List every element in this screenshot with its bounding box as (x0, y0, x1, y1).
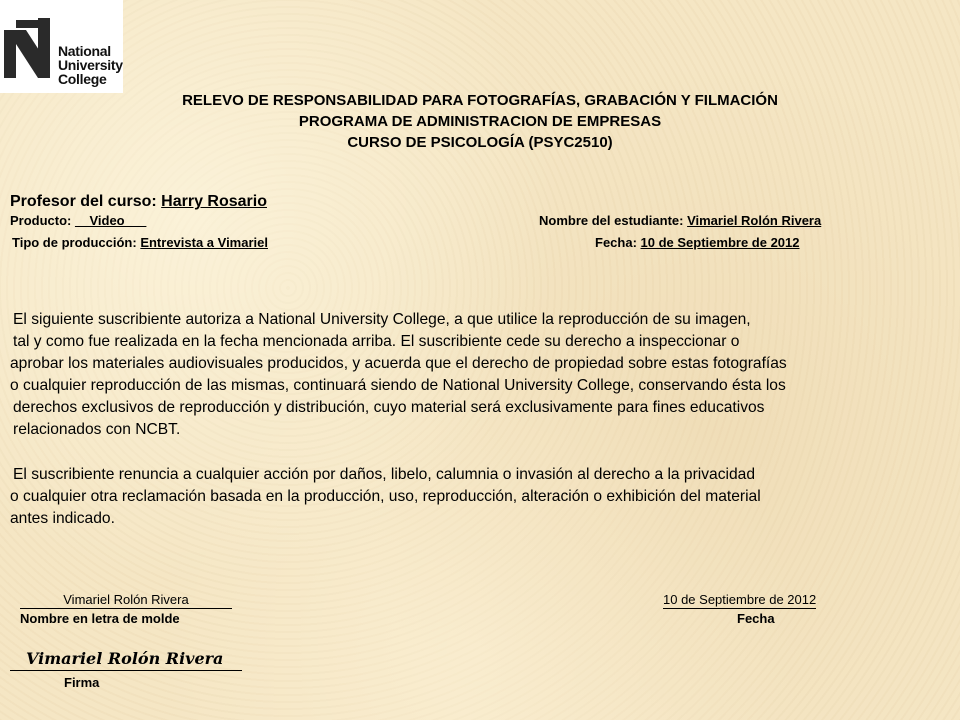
professor-row (10, 193, 267, 211)
product-label: Producto: (10, 213, 75, 228)
national-university-college-logo (0, 0, 123, 93)
signature: Vimariel Rolón Rivera (10, 648, 242, 671)
professor-value: Harry Rosario (161, 193, 267, 210)
student-label: Nombre del estudiante: (539, 213, 688, 228)
printed-name-value: Vimariel Rolón Rivera (20, 592, 232, 609)
paragraph-line: El siguiente suscribiente autoriza a National University College, a que utilice la reproducción de su imagen, (13, 311, 751, 328)
production-type-row (12, 235, 268, 250)
printed-name-label: Nombre en letra de molde (20, 611, 180, 626)
document-title: RELEVO DE RESPONSABILIDAD PARA FOTOGRAFÍAS, GRABACIÓN Y FILMACIÓN (182, 92, 778, 109)
paragraph-line: o cualquier reproducción de las mismas, continuará siendo de National University College, conservando ésta los (10, 377, 786, 394)
product-value: __Video___ (75, 213, 147, 228)
paragraph-line: derechos exclusivos de reproducción y distribución, cuyo material será exclusivamente para fines educativos (13, 399, 765, 416)
waiver-paragraph (10, 464, 955, 530)
signature-date-label: Fecha (737, 611, 775, 626)
date-row (595, 235, 800, 250)
date-label: Fecha: (595, 235, 641, 250)
student-row (539, 213, 821, 228)
signature-label: Firma (64, 675, 100, 690)
logo-text-college: College (58, 71, 107, 87)
authorization-paragraph (10, 309, 955, 441)
paragraph-line: o cualquier otra reclamación basada en la producción, uso, reproducción, alteración o exhibición del material (10, 488, 761, 505)
paragraph-line: El suscribiente renuncia a cualquier acción por daños, libelo, calumnia o invasión al derecho a la privacidad (13, 466, 756, 483)
production-type-value: Entrevista a Vimariel (140, 235, 268, 250)
paragraph-line: tal y como fue realizada en la fecha mencionada arriba. El suscribiente cede su derecho a inspeccionar o (13, 333, 740, 350)
paragraph-line: antes indicado. (10, 510, 115, 527)
logo-text-national: National (58, 43, 111, 59)
production-type-label: Tipo de producción: (12, 235, 141, 250)
logo-text-university: University (58, 57, 123, 73)
paragraph-line: aprobar los materiales audiovisuales producidos, y acuerda que el derecho de propiedad sobre estas fotografías (10, 355, 787, 372)
student-value: Vimariel Rolón Rivera (687, 213, 822, 228)
course-title: CURSO DE PSICOLOGÍA (PSYC2510) (347, 134, 613, 151)
signature-date-value: 10 de Septiembre de 2012 (663, 592, 817, 607)
professor-label: Profesor del curso: (10, 193, 162, 210)
program-title: PROGRAMA DE ADMINISTRACION DE EMPRESAS (298, 113, 662, 130)
nuc-logo-mark-icon (4, 18, 60, 78)
date-value: 10 de Septiembre de 2012 (640, 235, 800, 250)
product-row (10, 213, 146, 228)
paragraph-line: relacionados con NCBT. (13, 421, 181, 438)
